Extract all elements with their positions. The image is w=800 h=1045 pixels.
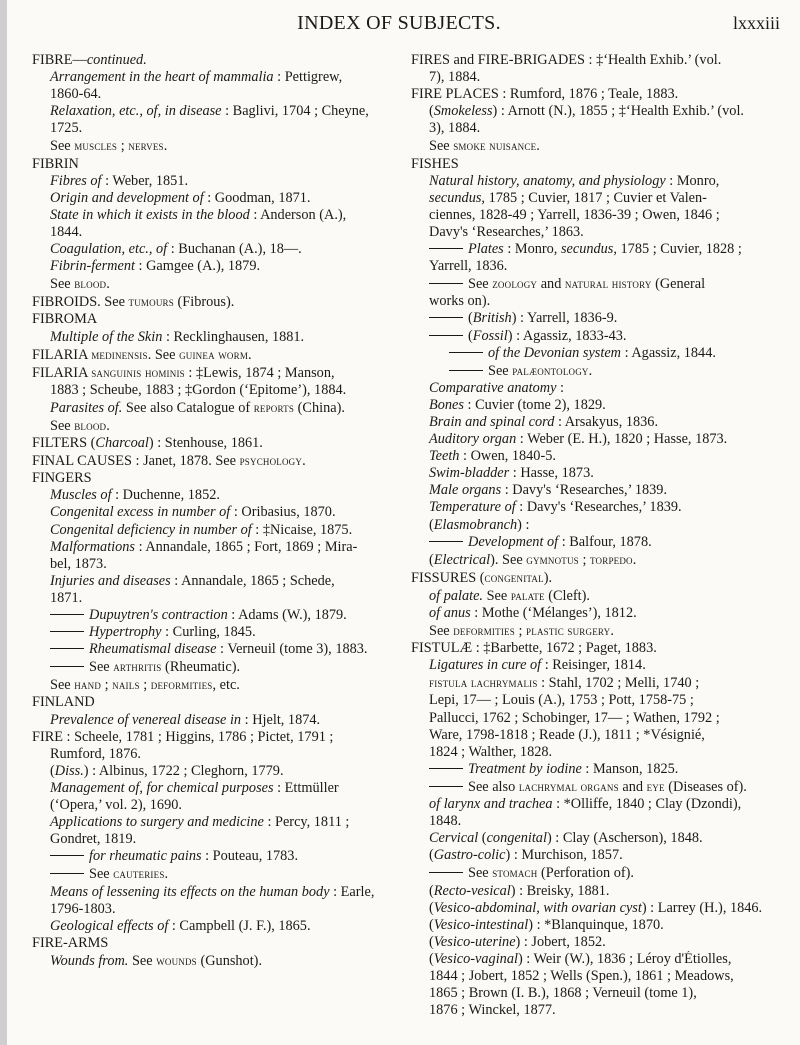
index-entry-line: 1865 ; Brown (I. B.), 1868 ; Verneuil (tome 1), xyxy=(429,985,697,1002)
index-entry-line: See zoology and natural history (General xyxy=(411,275,783,293)
index-entry-line: of the Devonian system : Agassiz, 1844. xyxy=(411,345,783,362)
index-entry-line: (British) : Yarrell, 1836-9. xyxy=(411,310,783,327)
index-entry-line: Bones : Cuvier (tome 2), 1829. xyxy=(429,396,606,413)
index-heading-line: FISSURES (congenital). xyxy=(411,569,553,586)
running-title: INDEX OF SUBJECTS. xyxy=(297,12,501,34)
index-heading-line: FIBROMA xyxy=(32,311,98,328)
index-entry-line: (Vesico-vaginal) : Weir (W.), 1836 ; Léroy d'Étiolles, xyxy=(429,950,732,967)
index-entry-line: Treatment by iodine : Manson, 1825. xyxy=(411,761,783,778)
index-entry-line: 1876 ; Winckel, 1877. xyxy=(429,1002,556,1019)
index-entry-line: (Vesico-uterine) : Jobert, 1852. xyxy=(429,933,606,950)
index-entry-line: Arrangement in the heart of mammalia : Pettigrew, xyxy=(50,69,343,86)
index-entry-line: See deformities ; plastic surgery. xyxy=(429,623,614,640)
running-header xyxy=(18,8,780,38)
index-entry-line: Malformations : Annandale, 1865 ; Fort, 1869 ; Mira- xyxy=(50,538,358,555)
index-entry-line: Multiple of the Skin : Recklinghausen, 1881. xyxy=(50,328,305,345)
index-heading-line: FIRE-ARMS xyxy=(32,934,109,951)
index-entry-line: See muscles ; nerves. xyxy=(50,138,168,155)
page-edge-shadow xyxy=(0,0,7,1045)
index-heading-line: FIBROIDS. See tumours (Fibrous). xyxy=(32,294,235,311)
index-entry-line: Fibres of : Weber, 1851. xyxy=(50,172,189,189)
index-entry-line: Wounds from. See wounds (Gunshot). xyxy=(50,952,263,969)
index-heading-line: FIBRE—continued. xyxy=(32,52,147,68)
index-entry-line: 1848. xyxy=(429,813,462,830)
index-entry-line: Pallucci, 1762 ; Schobinger, 17— ; Wathen, 1792 ; xyxy=(429,709,720,726)
index-entry-line: (Vesico-abdominal, with ovarian cyst) : Larrey (H.), 1846. xyxy=(429,899,763,916)
index-entry-line: of larynx and trachea : *Olliffe, 1840 ; Clay (Dzondi), xyxy=(429,796,742,813)
index-entry-line: (‘Opera,’ vol. 2), 1690. xyxy=(50,797,182,814)
index-entry-line: Origin and development of : Goodman, 1871. xyxy=(50,189,311,206)
index-heading-line: FINGERS xyxy=(32,470,92,487)
index-entry-line: Temperature of : Davy's ‘Researches,’ 1839. xyxy=(429,499,682,516)
index-entry-line: Dupuytren's contraction : Adams (W.), 1879. xyxy=(32,607,398,624)
index-entry-line: 1844 ; Jobert, 1852 ; Wells (Spen.), 1861 ; Meadows, xyxy=(429,967,734,984)
index-entry-line: Rumford, 1876. xyxy=(50,745,141,762)
index-heading-line: FILARIA sanguinis hominis : ‡Lewis, 1874 ; Manson, xyxy=(32,364,335,381)
index-entry-line: 3), 1884. xyxy=(429,120,481,137)
index-entry-line: Parasites of. See also Catalogue of reports (China). xyxy=(50,399,345,416)
index-entry-line: See arthritis (Rheumatic). xyxy=(32,658,398,676)
index-heading-line: FILTERS (Charcoal) : Stenhouse, 1861. xyxy=(32,435,263,452)
index-entry-line: Ware, 1798-1818 ; Reade (J.), 1811 ; *Vésignié, xyxy=(429,726,705,743)
index-entry-line: See stomach (Perforation of). xyxy=(411,864,783,882)
index-entry-line: Development of : Balfour, 1878. xyxy=(411,534,783,551)
index-entry-line: Applications to surgery and medicine : Percy, 1811 ; xyxy=(50,814,350,831)
index-entry-line: 1725. xyxy=(50,120,83,137)
index-heading-line: FILARIA medinensis. See guinea worm. xyxy=(32,346,252,363)
index-entry-line: See also lachrymal organs and eye (Diseases of). xyxy=(411,778,783,796)
index-heading-line: FINLAND xyxy=(32,694,95,711)
index-entry-line: works on). xyxy=(429,293,491,310)
index-entry-line: Muscles of : Duchenne, 1852. xyxy=(50,487,220,504)
index-entry-line: (Recto-vesical) : Breisky, 1881. xyxy=(429,882,610,899)
index-entry-line: Hypertrophy : Curling, 1845. xyxy=(32,624,398,641)
index-heading-line: FISHES xyxy=(411,155,459,172)
index-entry-line: See blood. xyxy=(50,417,110,434)
index-entry-line: Injuries and diseases : Annandale, 1865 ; Schede, xyxy=(50,572,335,589)
index-entry-line: (Gastro-colic) : Murchison, 1857. xyxy=(429,847,623,864)
index-entry-line: (Fossil) : Agassiz, 1833-43. xyxy=(411,328,783,345)
index-entry-line: Rheumatismal disease : Verneuil (tome 3), 1883. xyxy=(32,641,398,658)
left-column xyxy=(32,52,398,970)
index-entry-line: (Electrical). See gymnotus ; torpedo. xyxy=(429,551,637,568)
index-entry-line: Davy's ‘Researches,’ 1863. xyxy=(429,223,584,240)
index-entry-line: State in which it exists in the blood : Anderson (A.), xyxy=(50,206,347,223)
index-entry-line: Lepi, 17— ; Louis (A.), 1753 ; Pott, 1758-75 ; xyxy=(429,692,694,709)
index-entry-line: for rheumatic pains : Pouteau, 1783. xyxy=(32,848,398,865)
index-entry-line: 1883 ; Scheube, 1883 ; ‡Gordon (‘Epitome’), 1884. xyxy=(50,381,347,398)
index-entry-line: See cauteries. xyxy=(32,865,398,883)
index-heading-line: FINAL CAUSES : Janet, 1878. See psychology. xyxy=(32,453,306,470)
index-entry-line: Auditory organ : Weber (E. H.), 1820 ; Hasse, 1873. xyxy=(429,431,728,448)
index-entry-line: (Smokeless) : Arnott (N.), 1855 ; ‡‘Health Exhib.’ (vol. xyxy=(429,103,745,120)
index-heading-line: FISTULÆ : ‡Barbette, 1672 ; Paget, 1883. xyxy=(411,640,657,657)
index-entry-line: Brain and spinal cord : Arsakyus, 1836. xyxy=(429,413,659,430)
index-entry-line: Means of lessening its effects on the human body : Earle, xyxy=(50,883,375,900)
index-entry-line: Gondret, 1819. xyxy=(50,831,137,848)
index-entry-line: Plates : Monro, secundus, 1785 ; Cuvier, 1828 ; xyxy=(411,241,783,258)
index-entry-line: 1860-64. xyxy=(50,86,102,103)
index-entry-line: Relaxation, etc., of, in disease : Baglivi, 1704 ; Cheyne, xyxy=(50,103,369,120)
index-entry-line: 7), 1884. xyxy=(429,69,481,86)
index-entry-line: Swim-bladder : Hasse, 1873. xyxy=(429,465,594,482)
index-entry-line: Comparative anatomy : xyxy=(429,379,565,396)
index-entry-line: Teeth : Owen, 1840-5. xyxy=(429,448,556,465)
index-entry-line: Geological effects of : Campbell (J. F.), 1865. xyxy=(50,917,311,934)
index-entry-line: Fibrin-ferment : Gamgee (A.), 1879. xyxy=(50,258,261,275)
index-entry-line: 1844. xyxy=(50,223,83,240)
index-entry-line: Yarrell, 1836. xyxy=(429,258,508,275)
index-entry-line: (Diss.) : Albinus, 1722 ; Cleghorn, 1779. xyxy=(50,762,284,779)
index-entry-line: Ligatures in cure of : Reisinger, 1814. xyxy=(429,657,646,674)
index-entry-line: 1796-1803. xyxy=(50,900,116,917)
index-entry-line: Coagulation, etc., of : Buchanan (A.), 18—. xyxy=(50,241,302,258)
index-entry-line: See hand ; nails ; deformities, etc. xyxy=(50,677,240,694)
index-entry-line: ciennes, 1828-49 ; Yarrell, 1836-39 ; Owen, 1846 ; xyxy=(429,206,720,223)
index-entry-line: secundus, 1785 ; Cuvier, 1817 ; Cuvier et Valen- xyxy=(429,189,707,206)
index-entry-line: 1871. xyxy=(50,589,83,606)
index-entry-line: See blood. xyxy=(50,276,110,293)
index-entry-line: Congenital excess in number of : Oribasius, 1870. xyxy=(50,504,336,521)
index-entry-line: (Vesico-intestinal) : *Blanquinque, 1870. xyxy=(429,916,664,933)
index-heading-line: FIRE PLACES : Rumford, 1876 ; Teale, 1883. xyxy=(411,86,679,103)
index-entry-line: of palate. See palate (Cleft). xyxy=(429,587,590,604)
index-entry-line: fistula lachrymalis : Stahl, 1702 ; Melli, 1740 ; xyxy=(429,675,700,692)
index-entry-line: See smoke nuisance. xyxy=(429,138,540,155)
index-entry-line: 1824 ; Walther, 1828. xyxy=(429,743,553,760)
index-entry-line: bel, 1873. xyxy=(50,555,107,572)
index-entry-line: Prevalence of venereal disease in : Hjelt, 1874. xyxy=(50,711,321,728)
index-entry-line: Congenital deficiency in number of : ‡Nicaise, 1875. xyxy=(50,521,353,538)
index-heading-line: FIRES and FIRE-BRIGADES : ‡‘Health Exhib.’ (vol. xyxy=(411,52,722,68)
index-heading-line: FIRE : Scheele, 1781 ; Higgins, 1786 ; Pictet, 1791 ; xyxy=(32,728,334,745)
index-entry-line: Cervical (congenital) : Clay (Ascherson), 1848. xyxy=(429,830,703,847)
index-entry-line: Male organs : Davy's ‘Researches,’ 1839. xyxy=(429,482,668,499)
index-heading-line: FIBRIN xyxy=(32,155,79,172)
index-entry-line: Natural history, anatomy, and physiology : Monro, xyxy=(429,172,720,189)
index-entry-line: of anus : Mothe (‘Mélanges’), 1812. xyxy=(429,605,637,621)
right-column xyxy=(411,52,783,1019)
index-entry-line: (Elasmobranch) : xyxy=(429,516,530,533)
index-entry-line: See palæontology. xyxy=(411,362,783,380)
page-number: lxxxiii xyxy=(732,13,780,33)
index-entry-line: Management of, for chemical purposes : Ettmüller xyxy=(50,779,339,796)
